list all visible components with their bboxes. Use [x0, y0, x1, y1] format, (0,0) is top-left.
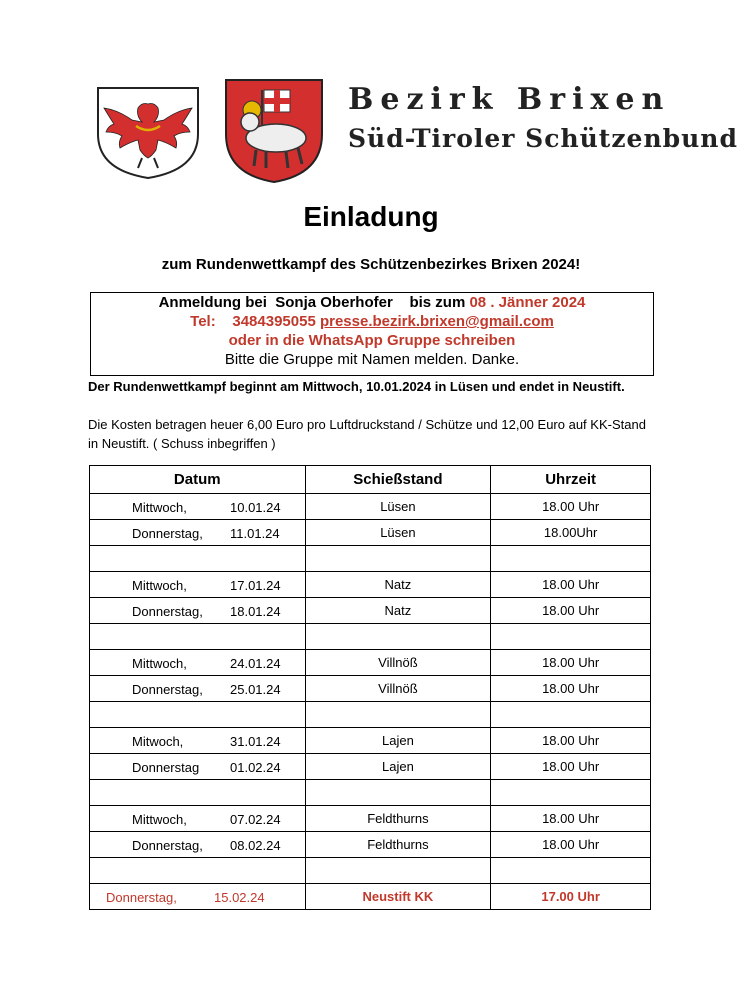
date-cell [90, 780, 306, 806]
date: 24.01.24 [230, 656, 281, 671]
table-header-row [90, 466, 651, 494]
date: 18.01.24 [230, 604, 281, 619]
range-cell: Lüsen [305, 520, 491, 546]
date: 11.01.24 [230, 526, 280, 541]
date: 31.01.24 [230, 734, 281, 749]
range-cell [305, 858, 491, 884]
range-cell: Lajen [305, 754, 491, 780]
registration-note: Bitte die Gruppe mit Namen melden. Danke. [224, 351, 520, 368]
date-cell [90, 546, 306, 572]
weekday: Donnerstag, [132, 682, 203, 697]
table-row [90, 676, 651, 702]
table-row [90, 572, 651, 598]
date-cell [90, 884, 306, 910]
time-cell [491, 702, 651, 728]
registration-prefix: Anmeldung bei Sonja Oberhofer bis zum [158, 294, 470, 311]
date: 01.02.24 [230, 760, 281, 775]
time-cell: 18.00 Uhr [491, 728, 651, 754]
range-cell: Lajen [305, 728, 491, 754]
cost-paragraph: Die Kosten betragen heuer 6,00 Euro pro Luftdruckstand / Schütze und 12,00 Euro auf KK-Stand in Neustift. ( Schuss inbegriffen ) [88, 417, 646, 451]
email-link[interactable]: presse.bezirk.brixen@gmail.com [319, 313, 554, 330]
table-row-final [90, 884, 651, 910]
weekday: Donnerstag, [132, 838, 203, 853]
header-schiessstand: Schießstand [305, 466, 491, 494]
date-cell [90, 494, 306, 520]
time-cell [491, 858, 651, 884]
range-cell: Feldthurns [305, 832, 491, 858]
time-cell: 18.00 Uhr [491, 598, 651, 624]
date-cell [90, 806, 306, 832]
weekday: Donnerstag, [106, 890, 177, 905]
registration-line [91, 293, 653, 312]
table-row [90, 494, 651, 520]
range-cell: Villnöß [305, 650, 491, 676]
eagle-crest-icon [92, 84, 204, 185]
weekday: Mittwoch, [132, 812, 187, 827]
date: 25.01.24 [230, 682, 281, 697]
date: 17.01.24 [230, 578, 281, 593]
range-cell: Lüsen [305, 494, 491, 520]
range-cell [305, 780, 491, 806]
date-cell [90, 754, 306, 780]
range-cell: Villnöß [305, 676, 491, 702]
table-row [90, 598, 651, 624]
page-subtitle: zum Rundenwettkampf des Schützenbezirkes Brixen 2024! [161, 256, 581, 273]
time-cell: 18.00 Uhr [491, 572, 651, 598]
range-cell: Feldthurns [305, 806, 491, 832]
table-row-spacer [90, 624, 651, 650]
table-row [90, 728, 651, 754]
schedule-table [89, 465, 651, 910]
header-datum: Datum [90, 466, 306, 494]
org-subtitle: Süd-Tiroler Schützenbund [348, 124, 738, 153]
page-title: Einladung [303, 201, 439, 232]
date-cell [90, 858, 306, 884]
date-cell [90, 832, 306, 858]
time-cell: 18.00 Uhr [491, 754, 651, 780]
table-row-spacer [90, 702, 651, 728]
time-cell: 18.00Uhr [491, 520, 651, 546]
date: 08.02.24 [230, 838, 281, 853]
date-cell [90, 624, 306, 650]
time-cell: 18.00 Uhr [491, 494, 651, 520]
tel-label: Tel: 3484395055 [190, 313, 320, 330]
weekday: Mittwoch, [132, 656, 187, 671]
weekday: Mittwoch, [132, 578, 187, 593]
org-name: Bezirk Brixen [348, 82, 671, 117]
time-cell: 18.00 Uhr [491, 832, 651, 858]
time-cell: 18.00 Uhr [491, 650, 651, 676]
table-row [90, 832, 651, 858]
table-row-spacer [90, 546, 651, 572]
range-cell [305, 546, 491, 572]
time-cell [491, 780, 651, 806]
time-cell [491, 624, 651, 650]
time-cell: 17.00 Uhr [491, 884, 651, 910]
date: 15.02.24 [214, 890, 265, 905]
date: 10.01.24 [230, 500, 281, 515]
date-cell [90, 728, 306, 754]
contact-line [91, 312, 653, 331]
time-cell: 18.00 Uhr [491, 676, 651, 702]
range-cell: Natz [305, 572, 491, 598]
date-cell [90, 572, 306, 598]
registration-deadline: 08 . Jänner 2024 [469, 294, 586, 311]
table-row [90, 650, 651, 676]
table-row [90, 520, 651, 546]
date-cell [90, 650, 306, 676]
weekday: Donnerstag [132, 760, 200, 775]
date-cell [90, 676, 306, 702]
date-cell [90, 598, 306, 624]
table-row-spacer [90, 858, 651, 884]
weekday: Donnerstag, [132, 526, 203, 541]
time-cell [491, 546, 651, 572]
lamb-crest-icon [222, 76, 326, 189]
range-cell [305, 624, 491, 650]
weekday: Mittwoch, [132, 500, 187, 515]
time-cell: 18.00 Uhr [491, 806, 651, 832]
weekday: Donnerstag, [132, 604, 203, 619]
weekday: Mitwoch, [132, 734, 184, 749]
range-cell: Neustift KK [305, 884, 491, 910]
table-row [90, 754, 651, 780]
date-cell [90, 702, 306, 728]
table-row [90, 806, 651, 832]
date: 07.02.24 [230, 812, 281, 827]
registration-box [90, 292, 654, 376]
intro-paragraph: Der Rundenwettkampf beginnt am Mittwoch, 10.01.2024 in Lüsen und endet in Neustift. [88, 379, 625, 394]
range-cell [305, 702, 491, 728]
header-uhrzeit: Uhrzeit [491, 466, 651, 494]
table-row-spacer [90, 780, 651, 806]
date-cell [90, 520, 306, 546]
range-cell: Natz [305, 598, 491, 624]
whatsapp-line: oder in die WhatsApp Gruppe schreiben [228, 332, 516, 349]
